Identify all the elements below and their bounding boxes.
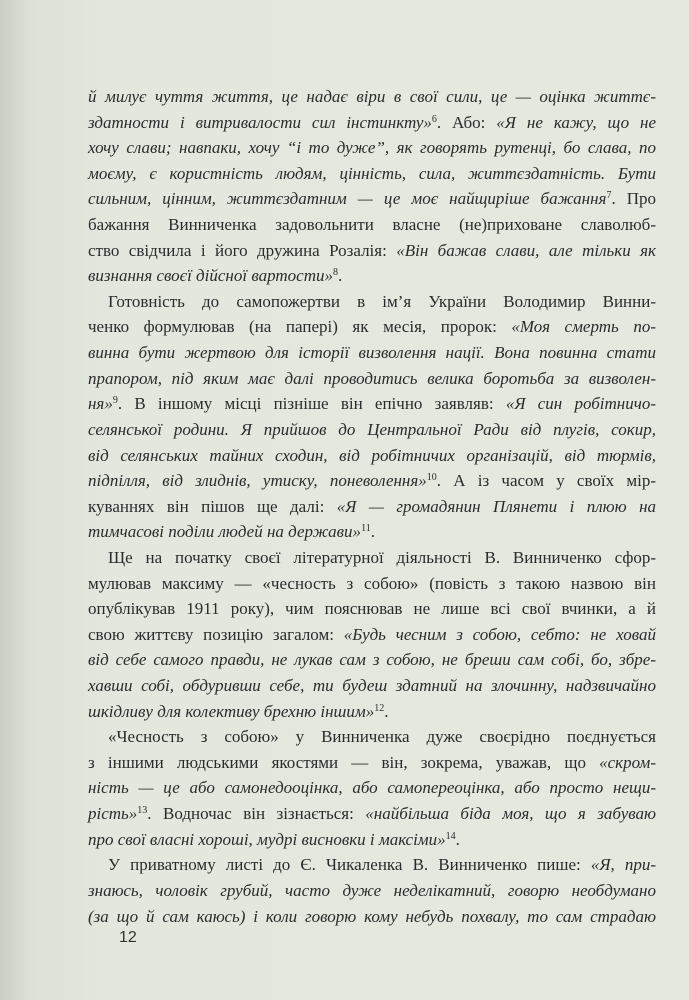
footnote-ref: 10 bbox=[426, 472, 437, 484]
text-line bbox=[88, 673, 656, 699]
text-line bbox=[88, 622, 656, 648]
body-text: свою життєву позицію загалом: bbox=[88, 624, 344, 644]
text-line bbox=[88, 366, 656, 392]
body-text: опублікував 1911 року), чим пояснював не лише всі свої вчинки, а й bbox=[88, 599, 656, 619]
text-line bbox=[88, 468, 656, 494]
text-line bbox=[88, 775, 656, 801]
quote-text: тимчасові поділи людей на держави» bbox=[88, 522, 362, 542]
quote-text: хавши собі, обдуривши себе, ти будеш здатний на злочинну, надзвичайно bbox=[88, 676, 656, 696]
text-line bbox=[88, 647, 656, 673]
text-line bbox=[88, 801, 656, 827]
quote-text: здатности і витривалости сил інстинкту» bbox=[88, 112, 432, 132]
body-text: . Про bbox=[611, 189, 657, 209]
body-text: . А із часом у своїх мір- bbox=[436, 471, 656, 491]
quote-text: шкідливу для колективу брехню іншим» bbox=[88, 701, 375, 721]
body-text: Ще на початку своєї літературної діяльності В. Винниченко сфор- bbox=[108, 547, 656, 567]
text-line bbox=[88, 596, 656, 622]
body-text: мулював максиму — «чесность з собою» (повість з такою назвою він bbox=[88, 573, 656, 593]
body-text: куваннях він пішов ще далі: bbox=[88, 496, 337, 516]
quote-text: знаюсь, чоловік грубий, часто дуже неделікатний, говорю необдумано bbox=[88, 880, 656, 900]
quote-text: «скром- bbox=[599, 752, 656, 772]
quote-text: прапором, під яким має далі проводитись велика боротьба за визволен- bbox=[88, 368, 656, 388]
text-line bbox=[88, 904, 656, 930]
quote-text: моєму, є користність людям, цінність, сила, життєздатність. Бути bbox=[88, 163, 656, 183]
text-line bbox=[88, 186, 656, 212]
footnote-ref: 9 bbox=[112, 395, 118, 407]
body-text: ченко формулював (на папері) як месія, пророк: bbox=[88, 317, 512, 337]
body-text: . bbox=[455, 829, 460, 849]
text-line bbox=[88, 314, 656, 340]
footnote-ref: 12 bbox=[374, 702, 385, 714]
text-line bbox=[88, 263, 656, 289]
body-text: . В іншому місці пізніше він епічно заявляв: bbox=[117, 394, 506, 414]
text-line bbox=[88, 340, 656, 366]
text-line bbox=[88, 699, 656, 725]
text-line bbox=[88, 750, 656, 776]
quote-text: ня» bbox=[88, 394, 113, 414]
text-line bbox=[88, 545, 656, 571]
text-line bbox=[88, 494, 656, 520]
quote-text: «Він бажав слави, але тільки як bbox=[396, 240, 656, 260]
body-text: . bbox=[384, 701, 389, 721]
quote-text: «Я не кажу, що не bbox=[496, 112, 657, 132]
text-line bbox=[88, 417, 656, 443]
quote-text: рість» bbox=[88, 804, 138, 824]
text-line bbox=[88, 161, 656, 187]
body-text: У приватному листі до Є. Чикаленка В. Винниченко пише: bbox=[108, 855, 591, 875]
quote-text: сильним, цінним, життєздатним — це моє найщиріше бажання bbox=[88, 189, 607, 209]
quote-text: ність — це або самонедооцінка, або самопереоцінка, або просто нещи- bbox=[88, 778, 656, 798]
quote-text: про свої власні хороші, мудрі висновки і максіми» bbox=[88, 829, 446, 849]
body-text: з іншими людськими якостями — він, зокрема, уважав, що bbox=[88, 752, 600, 772]
footnote-ref: 11 bbox=[361, 523, 371, 535]
quote-text: хочу слави; навпаки, хочу “і то дуже”, як говорять рутенці, бо слава, по bbox=[88, 138, 656, 158]
text-line bbox=[88, 852, 656, 878]
quote-text: підпілля, від злиднів, утиску, поневолення» bbox=[88, 471, 427, 491]
text-line bbox=[88, 212, 656, 238]
text-line bbox=[88, 135, 656, 161]
quote-text: «Я, при- bbox=[590, 855, 656, 875]
text-line bbox=[88, 827, 656, 853]
body-text: бажання Винниченка задовольнити власне (не)приховане славолюб- bbox=[88, 215, 656, 235]
body-text: . bbox=[337, 266, 343, 286]
quote-text: від себе самого правди, не лукав сам з собою, не бреши сам собі, бо, збре- bbox=[88, 650, 656, 670]
quote-text: «Я син робітничо- bbox=[505, 394, 656, 414]
quote-text: «найбільша біда моя, що я забуваю bbox=[365, 804, 656, 824]
body-text: Готовність до самопожертви в ім’я України Володимир Винни- bbox=[108, 291, 656, 311]
text-line bbox=[88, 443, 656, 469]
quote-text: «Моя смерть по- bbox=[511, 317, 656, 337]
body-text: . Водночас він зізнається: bbox=[147, 804, 366, 824]
text-line bbox=[88, 84, 656, 110]
page-body-text bbox=[88, 84, 656, 929]
text-line bbox=[88, 110, 656, 136]
quote-text: (за що й сам каюсь) і коли говорю кому небудь похвалу, то сам страдаю bbox=[88, 906, 656, 926]
quote-text: «Я — громадянин Плянети і плюю на bbox=[336, 496, 656, 516]
text-line bbox=[88, 724, 656, 750]
body-text: . bbox=[370, 522, 375, 542]
footnote-ref: 14 bbox=[445, 830, 456, 842]
body-text: . Або: bbox=[436, 112, 497, 132]
text-line bbox=[88, 878, 656, 904]
quote-text: «Будь чесним з собою, себто: не ховай bbox=[343, 624, 656, 644]
text-line bbox=[88, 571, 656, 597]
quote-text: винна бути жертвою для історії визволення нації. Вона повинна стати bbox=[88, 343, 656, 363]
text-line bbox=[88, 391, 656, 417]
footnote-ref: 6 bbox=[431, 113, 437, 125]
footnote-ref: 8 bbox=[332, 267, 338, 279]
text-line bbox=[88, 519, 656, 545]
text-line bbox=[88, 238, 656, 264]
body-text: «Чесность з собою» у Винниченка дуже своєрідно поєднується bbox=[108, 727, 656, 747]
footnote-ref: 7 bbox=[606, 190, 612, 202]
text-line bbox=[88, 289, 656, 315]
page-number: 12 bbox=[119, 929, 137, 946]
quote-text: визнання своєї дійсної вартости» bbox=[88, 266, 333, 286]
footnote-ref: 13 bbox=[137, 805, 148, 817]
quote-text: й милує чуття життя, це надає віри в свої сили, це — оцінка життє- bbox=[88, 87, 656, 106]
body-text: ство свідчила і його дружина Розалія: bbox=[88, 240, 397, 260]
quote-text: від селянських тайних сходин, від робітничих організацій, від тюрмів, bbox=[88, 445, 656, 465]
quote-text: селянської родини. Я прийшов до Центральної Ради від плугів, сокир, bbox=[88, 419, 656, 439]
